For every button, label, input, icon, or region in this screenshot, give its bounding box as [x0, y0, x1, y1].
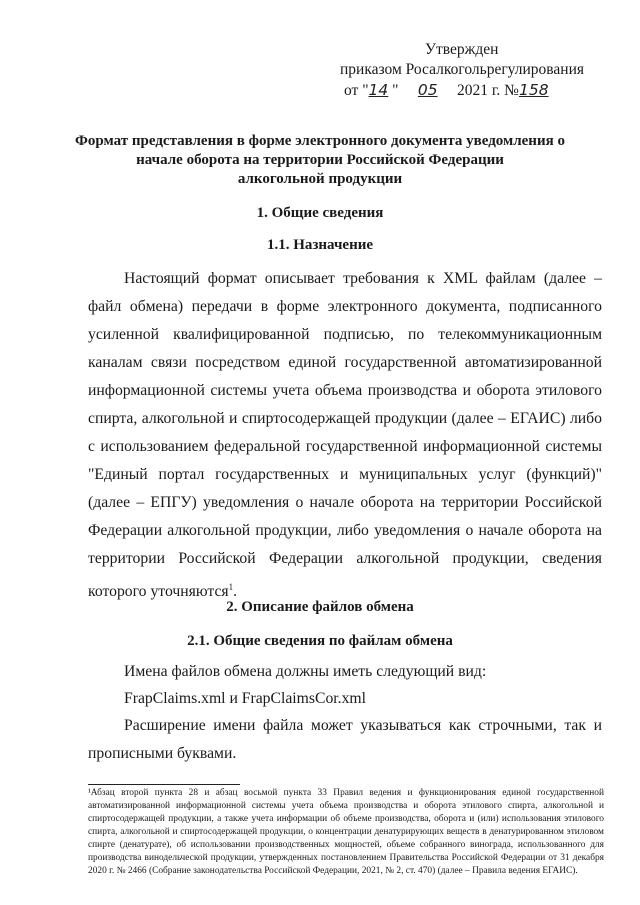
document-title-line3: алкогольной продукции: [237, 171, 403, 187]
document-title-line2: начале оборота на территории Российской Федерации: [136, 152, 504, 168]
section-2-heading: 2. Описание файлов обмена: [226, 599, 414, 615]
approval-title: Утвержден: [425, 41, 499, 58]
purpose-paragraph: Настоящий формат описывает требования к XML файлам (далее – файл обмена) передачи в форме электронного документа, подписанного усиленной квалифицированной подписью, по телекоммуникационным каналам связи посредством единой государственной автоматизированной информационной системы учета объема производства и оборота этилового спирта, алкогольной и спиртосодержащей продукции (далее – ЕГАИС) либо с использованием федеральной государственной информационной системы "Единый портал государственных и муниципальных услуг (функций)" (далее – ЕПГУ) уведомления о начале оборота на территории Российской Федерации алкогольной продукции, либо уведомления о начале оборота на территории Российской Федерации алкогольной продукции, сведения которого уточняются$^1$.: [88, 270, 602, 601]
purpose-paragraph-text: Настоящий формат описывает требования к XML файлам (далее – файл обмена) передачи в форме электронного документа, подписанного усиленной квалифицированной подписью, по телекоммуникационным каналам связи посредством единой государственной автоматизированной информационной системы учета объема производства и оборота этилового спирта, алкогольной и спиртосодержащей продукции (далее – ЕГАИС) либо с использованием федеральной государственной информационной системы "Единый портал государственных и муниципальных услуг (функций)" (далее – ЕПГУ) уведомления о начале оборота на территории Российской Федерации алкогольной продукции, либо уведомления о начале оборота на территории Российской Федерации алкогольной продукции, сведения которого уточняются: [88, 270, 602, 601]
approval-order: приказом Росалкогольрегулирования: [340, 61, 584, 78]
file-names-intro: Имена файлов обмена должны иметь следующий вид:: [124, 663, 487, 680]
approval-year: 2021 г. №: [453, 82, 519, 99]
approval-date-sep: ": [388, 82, 399, 99]
section-2-1-heading: 2.1. Общие сведения по файлам обмена: [187, 633, 453, 649]
approval-block: [330, 40, 590, 101]
footnote-text: ¹Абзац второй пункта 28 и абзац восьмой пункта 33 Правил ведения и функционирования единой государственной автоматизированной информационной системы учета объема производства и оборота этилового спирта, алкогольной и спиртосодержащей продукции, а также учета информации об объеме производства, оборота и (или) использования этилового спирта, алкогольной и спиртосодержащей продукции, о концентрации денатурирующих веществ в денатурированном этиловом спирте (денатурате), об использовании производственных мощностей, объеме собранного винограда, использованного для производства винодельческой продукции, утвержденных постановлением Правительства Российской Федерации от 31 декабря 2020 г. № 2466 (Собрание законодательства Российской Федерации, 2021, № 2, ст. 470) (далее – Правила ведения ЕГАИС).: [88, 788, 604, 876]
section-1-1-heading: 1.1. Назначение: [266, 237, 374, 253]
footnote-reference: 1: [228, 582, 234, 592]
handwritten-number: 158: [518, 81, 549, 99]
file-names: FrapClaims.xml и FrapClaimsCor.xml: [124, 690, 366, 707]
approval-date-prefix: от ": [344, 82, 369, 99]
approval-date-number: [330, 80, 590, 101]
extension-paragraph: [88, 712, 602, 768]
document-title-line1: Формат представления в форме электронного документа уведомления о: [75, 133, 565, 149]
extension-note-text: Расширение имени файла может указываться как строчными, так и прописными буквами.: [88, 717, 602, 762]
section-1-heading: 1. Общие сведения: [256, 205, 384, 221]
footnote-separator: [88, 784, 240, 785]
handwritten-month: 05: [417, 81, 438, 99]
handwritten-day: 14: [368, 81, 389, 99]
